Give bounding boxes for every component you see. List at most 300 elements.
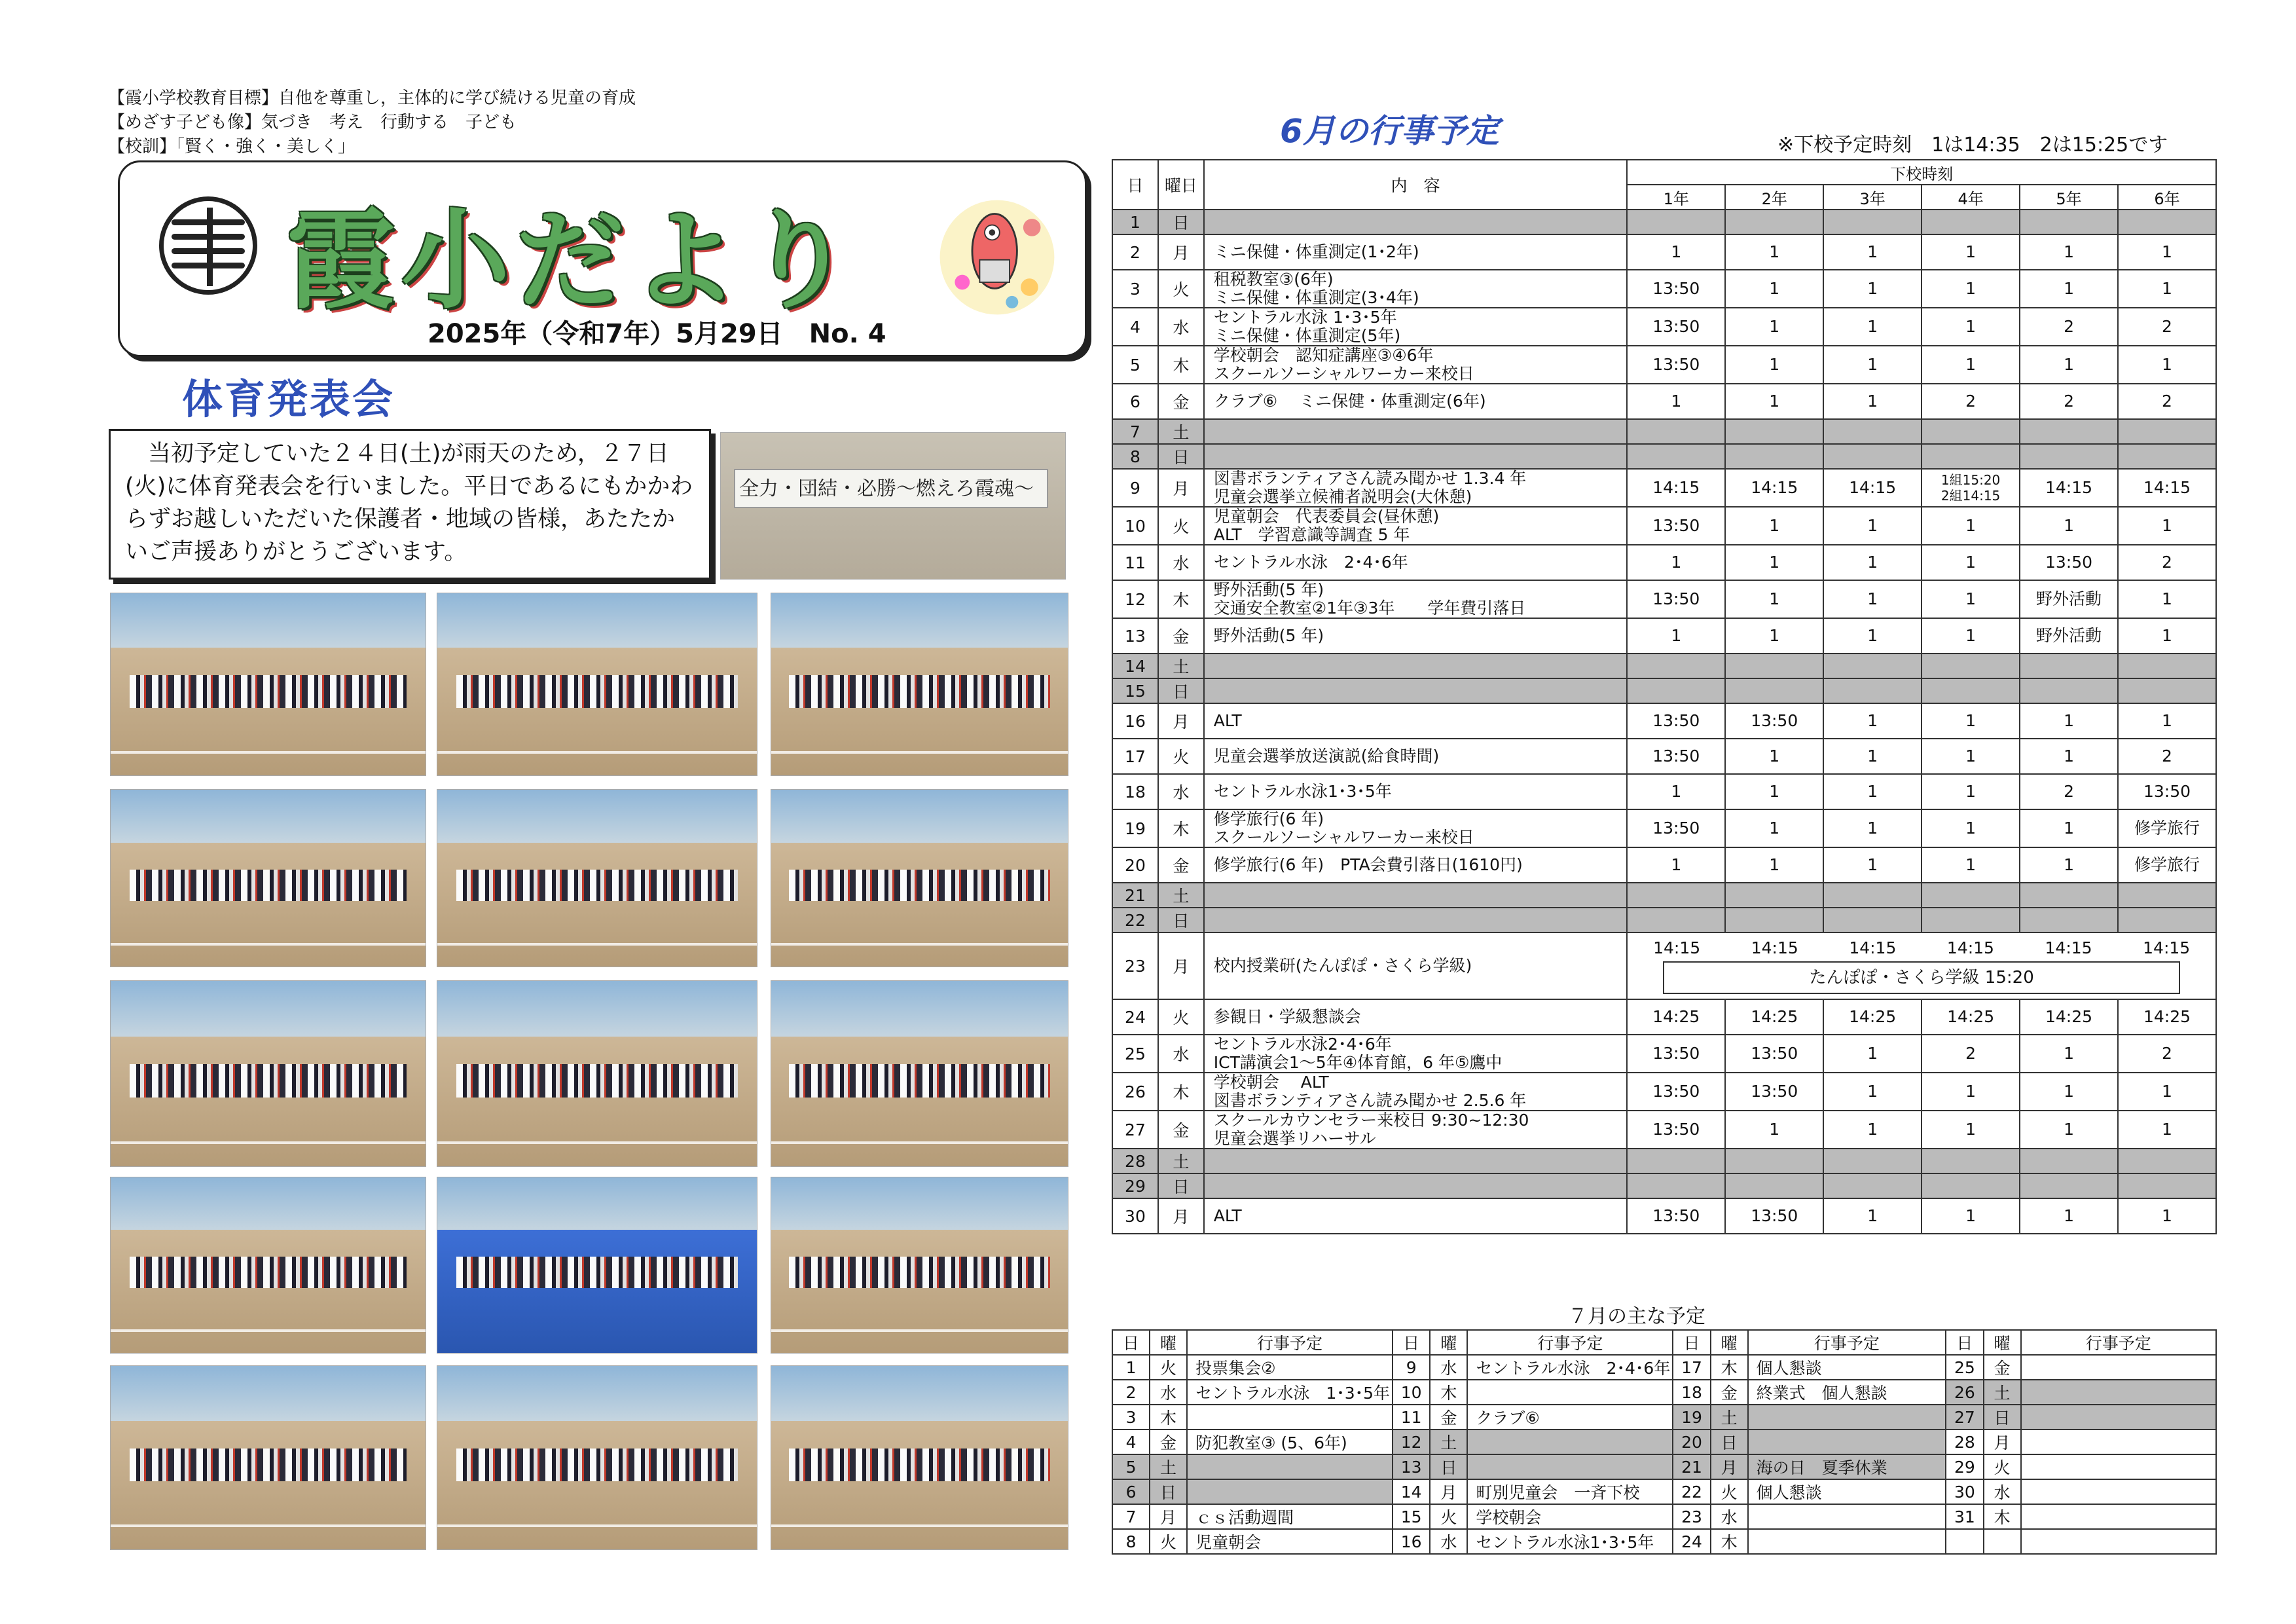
row-weekday: 月 <box>1158 703 1204 739</box>
july-weekday: 木 <box>1150 1405 1187 1430</box>
july-event <box>1748 1529 1946 1554</box>
row-dismissal-time: 13:50 <box>1627 580 1725 618</box>
row-event: 図書ボランティアさん読み聞かせ 1.3.4 年 児童会選挙立候補者説明会(大休憩) <box>1204 469 1628 507</box>
row-dismissal-time: 14:15 <box>1946 938 1994 957</box>
row-event <box>1204 908 1628 932</box>
event-photo <box>437 789 757 967</box>
row-dismissal-time: 1 <box>1725 580 1823 618</box>
july-day: 4 <box>1112 1430 1150 1454</box>
row-day: 30 <box>1112 1198 1158 1234</box>
row-dismissal-time: 1 <box>1922 809 2020 847</box>
row-dismissal-time <box>2020 654 2118 678</box>
july-event <box>2021 1405 2216 1430</box>
row-dismissal-time <box>1725 210 1823 234</box>
july-weekday: 月 <box>1150 1504 1187 1529</box>
event-photo <box>771 789 1068 967</box>
row-dismissal-time <box>1627 419 1725 444</box>
row-day: 14 <box>1112 654 1158 678</box>
row-event: 修学旅行(6 年) PTA会費引落日(1610円) <box>1204 847 1628 883</box>
row-dismissal-time: 2 <box>2118 739 2216 774</box>
event-photo <box>771 1177 1068 1354</box>
row-event <box>1204 444 1628 469</box>
schedule-row <box>1112 210 2216 234</box>
july-weekday: 火 <box>1984 1454 2021 1479</box>
row-dismissal-time: 1 <box>1922 1111 2020 1149</box>
july-day: 14 <box>1393 1479 1430 1504</box>
row-event: ALT <box>1204 1198 1628 1234</box>
row-dismissal-time <box>2118 883 2216 908</box>
row-dismissal-group <box>1627 932 2216 999</box>
row-dismissal-time: 1 <box>1725 545 1823 580</box>
school-crest-icon <box>159 196 257 295</box>
july-weekday: 金 <box>1430 1405 1467 1430</box>
row-dismissal-time: 1 <box>1922 270 2020 308</box>
row-dismissal-time <box>1922 419 2020 444</box>
row-dismissal-time <box>1823 210 1922 234</box>
row-dismissal-time: 14:15 <box>1725 469 1823 507</box>
july-header-cell: 行事予定 <box>1748 1330 1946 1355</box>
row-dismissal-time <box>1922 1149 2020 1173</box>
row-dismissal-time <box>2020 210 2118 234</box>
july-weekday: 金 <box>1711 1380 1748 1405</box>
schedule-row <box>1112 883 2216 908</box>
photo-school-building-banner <box>720 432 1066 580</box>
row-dismissal-time: 1 <box>2118 1198 2216 1234</box>
row-weekday: 金 <box>1158 1111 1204 1149</box>
july-day: 18 <box>1673 1380 1710 1405</box>
header-grade: 3年 <box>1823 185 1922 210</box>
event-photo <box>771 980 1068 1167</box>
row-dismissal-time: 1 <box>1725 1111 1823 1149</box>
july-event <box>1748 1430 1946 1454</box>
july-weekday: 水 <box>1711 1504 1748 1529</box>
schedule-row <box>1112 774 2216 809</box>
july-weekday: 火 <box>1430 1504 1467 1529</box>
row-dismissal-time: 1 <box>1725 234 1823 270</box>
row-dismissal-time: 1 <box>1627 545 1725 580</box>
row-dismissal-time <box>1725 908 1823 932</box>
july-header-cell: 曜 <box>1711 1330 1748 1355</box>
newsletter-title: 霞小だより <box>287 198 860 323</box>
schedule-row <box>1112 507 2216 545</box>
article-body: 当初予定していた２４日(土)が雨天のため，２７日(火)に体育発表会を行いました。平日であるにもかかわらずお越しいただいた保護者・地域の皆様，あたたかいご声援ありがとうございます。 <box>109 429 711 580</box>
row-dismissal-time: 野外活動 <box>2020 580 2118 618</box>
row-dismissal-time <box>2020 444 2118 469</box>
row-dismissal-time <box>1922 444 2020 469</box>
row-dismissal-time: 14:15 <box>1751 938 1798 957</box>
july-header-cell: 行事予定 <box>2021 1330 2216 1355</box>
schedule-row <box>1112 703 2216 739</box>
july-event: 個人懇談 <box>1748 1355 1946 1380</box>
schedule-row <box>1112 739 2216 774</box>
july-event <box>1467 1380 1673 1405</box>
header-day: 日 <box>1112 160 1158 210</box>
row-dismissal-time <box>1725 1173 1823 1198</box>
row-event: 校内授業研(たんぽぽ・さくら学級) <box>1204 932 1628 999</box>
row-dismissal-time: 1 <box>2118 618 2216 654</box>
july-header-cell: 行事予定 <box>1467 1330 1673 1355</box>
row-weekday: 金 <box>1158 384 1204 419</box>
row-dismissal-time: 2 <box>2020 774 2118 809</box>
row-dismissal-time: 1 <box>1823 703 1922 739</box>
row-dismissal-time: 2 <box>2118 1035 2216 1073</box>
row-dismissal-time <box>2020 419 2118 444</box>
july-day: 31 <box>1946 1504 1983 1529</box>
july-row <box>1112 1454 2216 1479</box>
schedule-row <box>1112 1149 2216 1173</box>
row-dismissal-time: 1 <box>1627 234 1725 270</box>
july-row <box>1112 1529 2216 1554</box>
row-dismissal-time: 1 <box>1725 507 1823 545</box>
row-dismissal-time: 13:50 <box>1627 270 1725 308</box>
july-event <box>1467 1430 1673 1454</box>
row-dismissal-time: 1 <box>2118 270 2216 308</box>
row-dismissal-time: 14:15 <box>2020 469 2118 507</box>
row-dismissal-time <box>1725 419 1823 444</box>
event-photo <box>110 789 426 967</box>
row-dismissal-time: 2 <box>2020 384 2118 419</box>
schedule-row <box>1112 618 2216 654</box>
july-day: 22 <box>1673 1479 1710 1504</box>
row-dismissal-time <box>1922 654 2020 678</box>
row-day: 26 <box>1112 1073 1158 1111</box>
schedule-row <box>1112 678 2216 703</box>
special-class-dismissal: たんぽぽ・さくら学級 15:20 <box>1663 961 2180 994</box>
july-day: 6 <box>1112 1479 1150 1504</box>
row-weekday: 日 <box>1158 210 1204 234</box>
row-dismissal-time: 1 <box>1823 618 1922 654</box>
july-weekday: 水 <box>1150 1380 1187 1405</box>
row-dismissal-time: 1 <box>1922 774 2020 809</box>
row-dismissal-time <box>1922 678 2020 703</box>
row-dismissal-time <box>2118 1149 2216 1173</box>
row-event <box>1204 654 1628 678</box>
event-photo <box>437 1365 757 1550</box>
july-event <box>2021 1529 2216 1554</box>
july-weekday: 水 <box>1430 1355 1467 1380</box>
row-event: セントラル水泳 2･4･6年 <box>1204 545 1628 580</box>
row-event <box>1204 1149 1628 1173</box>
schedule-row <box>1112 580 2216 618</box>
row-dismissal-time: 1 <box>1823 308 1922 346</box>
row-dismissal-time <box>1725 678 1823 703</box>
row-weekday: 火 <box>1158 739 1204 774</box>
july-weekday <box>1984 1529 2021 1554</box>
row-weekday: 水 <box>1158 774 1204 809</box>
event-photo <box>437 593 757 776</box>
row-dismissal-time: 1 <box>1823 1198 1922 1234</box>
schedule-row <box>1112 847 2216 883</box>
row-event: ミニ保健・体重測定(1･2年) <box>1204 234 1628 270</box>
row-day: 18 <box>1112 774 1158 809</box>
july-weekday: 木 <box>1430 1380 1467 1405</box>
row-weekday: 土 <box>1158 654 1204 678</box>
row-dismissal-time: 13:50 <box>1627 1198 1725 1234</box>
schedule-row <box>1112 308 2216 346</box>
row-dismissal-time <box>1823 654 1922 678</box>
row-event: 野外活動(5 年) 交通安全教室②1年③3年 学年費引落日 <box>1204 580 1628 618</box>
july-schedule-table <box>1112 1329 2217 1555</box>
july-day: 3 <box>1112 1405 1150 1430</box>
header-weekday: 曜日 <box>1158 160 1204 210</box>
schedule-row <box>1112 1073 2216 1111</box>
row-weekday: 月 <box>1158 469 1204 507</box>
july-weekday: 火 <box>1150 1529 1187 1554</box>
row-dismissal-time: 1 <box>2020 234 2118 270</box>
motto-school-precept: 【校訓】「賢く・強く・美しく」 <box>108 137 355 157</box>
row-dismissal-time: 13:50 <box>1725 1073 1823 1111</box>
article-title: 体育発表会 <box>182 375 395 423</box>
row-dismissal-time: 1 <box>1922 739 2020 774</box>
header-grade: 1年 <box>1627 185 1725 210</box>
schedule-row <box>1112 654 2216 678</box>
row-dismissal-time <box>1627 883 1725 908</box>
event-photo <box>771 593 1068 776</box>
july-event: セントラル水泳 2･4･6年 <box>1467 1355 1673 1380</box>
july-event: 児童朝会 <box>1187 1529 1393 1554</box>
row-dismissal-time: 1組15:20 2組14:15 <box>1922 469 2020 507</box>
schedule-row <box>1112 469 2216 507</box>
row-dismissal-time: 1 <box>2020 270 2118 308</box>
row-weekday: 水 <box>1158 545 1204 580</box>
row-dismissal-time: 14:15 <box>1823 469 1922 507</box>
event-photo <box>110 593 426 776</box>
row-dismissal-time: 1 <box>2020 1111 2118 1149</box>
row-dismissal-time: 1 <box>1725 847 1823 883</box>
row-weekday: 日 <box>1158 1173 1204 1198</box>
row-day: 1 <box>1112 210 1158 234</box>
schedule-row <box>1112 346 2216 384</box>
row-dismissal-time: 1 <box>2020 703 2118 739</box>
july-day: 19 <box>1673 1405 1710 1430</box>
row-dismissal-time: 1 <box>1725 270 1823 308</box>
row-day: 7 <box>1112 419 1158 444</box>
row-dismissal-time: 13:50 <box>1725 1198 1823 1234</box>
schedule-row <box>1112 999 2216 1035</box>
july-weekday: 土 <box>1711 1405 1748 1430</box>
row-dismissal-time: 1 <box>1823 270 1922 308</box>
row-dismissal-time: 1 <box>2118 234 2216 270</box>
july-event: 町別児童会 一斉下校 <box>1467 1479 1673 1504</box>
row-dismissal-time: 1 <box>1823 847 1922 883</box>
row-dismissal-time: 13:50 <box>2020 545 2118 580</box>
july-row <box>1112 1430 2216 1454</box>
row-dismissal-time: 1 <box>1823 1035 1922 1073</box>
event-photo <box>437 1177 757 1354</box>
event-photo <box>437 980 757 1167</box>
july-weekday: 水 <box>1984 1479 2021 1504</box>
row-day: 24 <box>1112 999 1158 1035</box>
row-day: 10 <box>1112 507 1158 545</box>
schedule-row <box>1112 419 2216 444</box>
july-event <box>2021 1380 2216 1405</box>
row-weekday: 日 <box>1158 908 1204 932</box>
row-dismissal-time: 14:25 <box>2118 999 2216 1035</box>
row-dismissal-time <box>2118 654 2216 678</box>
row-weekday: 土 <box>1158 419 1204 444</box>
july-header-cell: 日 <box>1946 1330 1983 1355</box>
row-dismissal-time <box>1823 1149 1922 1173</box>
july-day: 12 <box>1393 1430 1430 1454</box>
row-dismissal-time: 14:25 <box>1922 999 2020 1035</box>
july-event: セントラル水泳1･3･5年 <box>1467 1529 1673 1554</box>
july-day: 21 <box>1673 1454 1710 1479</box>
dismissal-time-note: ※下校予定時刻 1は14:35 2は15:25です <box>1777 134 2168 157</box>
header-grade: 4年 <box>1922 185 2020 210</box>
row-dismissal-time: 14:25 <box>1725 999 1823 1035</box>
motto-ideal-child: 【めざす子ども像】気づき 考え 行動する 子ども <box>108 113 517 132</box>
row-dismissal-time <box>1922 210 2020 234</box>
june-schedule-table <box>1112 159 2217 1234</box>
row-day: 15 <box>1112 678 1158 703</box>
july-day: 26 <box>1946 1380 1983 1405</box>
row-dismissal-time <box>1627 1173 1725 1198</box>
row-dismissal-time: 1 <box>1627 774 1725 809</box>
row-dismissal-time: 1 <box>2118 507 2216 545</box>
schedule-row <box>1112 932 2216 999</box>
july-header-cell: 行事予定 <box>1187 1330 1393 1355</box>
row-dismissal-time: 1 <box>1823 809 1922 847</box>
row-event: 児童朝会 代表委員会(昼休憩) ALT 学習意識等調査 5 年 <box>1204 507 1628 545</box>
row-event <box>1204 883 1628 908</box>
row-event: 学校朝会 ALT 図書ボランティアさん読み聞かせ 2.5.6 年 <box>1204 1073 1628 1111</box>
july-event <box>2021 1479 2216 1504</box>
row-weekday: 木 <box>1158 809 1204 847</box>
row-day: 11 <box>1112 545 1158 580</box>
row-dismissal-time: 1 <box>1725 346 1823 384</box>
row-dismissal-time: 2 <box>2118 384 2216 419</box>
row-event <box>1204 419 1628 444</box>
july-day: 27 <box>1946 1405 1983 1430</box>
row-dismissal-time <box>1823 908 1922 932</box>
july-day: 8 <box>1112 1529 1150 1554</box>
row-dismissal-time: 13:50 <box>1725 1035 1823 1073</box>
row-weekday: 水 <box>1158 1035 1204 1073</box>
july-day: 20 <box>1673 1430 1710 1454</box>
row-weekday: 木 <box>1158 580 1204 618</box>
row-dismissal-time <box>2118 210 2216 234</box>
row-dismissal-time <box>2020 678 2118 703</box>
event-photo <box>110 1365 426 1550</box>
row-dismissal-time <box>2118 1173 2216 1198</box>
row-dismissal-time: 2 <box>2118 308 2216 346</box>
row-dismissal-time <box>2118 678 2216 703</box>
july-event: 海の日 夏季休業 <box>1748 1454 1946 1479</box>
row-dismissal-time: 1 <box>1627 384 1725 419</box>
schedule-row <box>1112 809 2216 847</box>
header-dismissal: 下校時刻 <box>1627 160 2216 185</box>
july-weekday: 月 <box>1984 1430 2021 1454</box>
row-dismissal-time: 13:50 <box>1627 809 1725 847</box>
july-event: クラブ⑥ <box>1467 1405 1673 1430</box>
row-dismissal-time: 1 <box>1922 618 2020 654</box>
row-day: 28 <box>1112 1149 1158 1173</box>
row-dismissal-time <box>2118 908 2216 932</box>
header-grade: 6年 <box>2118 185 2216 210</box>
row-dismissal-time: 1 <box>1823 234 1922 270</box>
july-day: 30 <box>1946 1479 1983 1504</box>
row-dismissal-time: 1 <box>2020 1073 2118 1111</box>
row-weekday: 月 <box>1158 234 1204 270</box>
row-dismissal-time <box>1823 883 1922 908</box>
row-day: 5 <box>1112 346 1158 384</box>
row-dismissal-time <box>2020 908 2118 932</box>
row-dismissal-time <box>1922 883 2020 908</box>
row-dismissal-time <box>1627 210 1725 234</box>
row-dismissal-time: 2 <box>2118 545 2216 580</box>
row-dismissal-time <box>2118 419 2216 444</box>
july-weekday: 金 <box>1150 1430 1187 1454</box>
july-weekday: 木 <box>1711 1355 1748 1380</box>
row-weekday: 水 <box>1158 308 1204 346</box>
row-event: ALT <box>1204 703 1628 739</box>
row-dismissal-time: 14:25 <box>1823 999 1922 1035</box>
row-weekday: 木 <box>1158 1073 1204 1111</box>
july-header-cell: 日 <box>1112 1330 1150 1355</box>
row-dismissal-time: 1 <box>1922 703 2020 739</box>
row-dismissal-time <box>1627 678 1725 703</box>
row-day: 25 <box>1112 1035 1158 1073</box>
row-dismissal-time: 2 <box>1922 1035 2020 1073</box>
july-day: 2 <box>1112 1380 1150 1405</box>
july-event <box>1187 1479 1393 1504</box>
row-weekday: 金 <box>1158 618 1204 654</box>
row-dismissal-time <box>1823 1173 1922 1198</box>
row-dismissal-time: 1 <box>1823 1073 1922 1111</box>
motto-goal: 【霞小学校教育目標】自他を尊重し，主体的に学び続ける児童の育成 <box>108 88 636 108</box>
row-dismissal-time <box>1922 908 2020 932</box>
row-weekday: 日 <box>1158 444 1204 469</box>
july-event <box>1187 1405 1393 1430</box>
row-dismissal-time: 1 <box>2118 1111 2216 1149</box>
masthead <box>118 160 1087 357</box>
row-dismissal-time: 1 <box>1922 847 2020 883</box>
row-dismissal-time <box>1627 908 1725 932</box>
row-dismissal-time <box>1725 883 1823 908</box>
row-dismissal-time <box>2020 1149 2118 1173</box>
july-weekday: 日 <box>1984 1405 2021 1430</box>
july-day: 23 <box>1673 1504 1710 1529</box>
july-weekday: 金 <box>1984 1355 2021 1380</box>
row-weekday: 土 <box>1158 1149 1204 1173</box>
row-day: 27 <box>1112 1111 1158 1149</box>
row-dismissal-time: 1 <box>1823 1111 1922 1149</box>
row-dismissal-time: 1 <box>2118 703 2216 739</box>
row-event: 租税教室③(6年) ミニ保健・体重測定(3･4年) <box>1204 270 1628 308</box>
schedule-row <box>1112 384 2216 419</box>
row-dismissal-time: 1 <box>1725 739 1823 774</box>
row-dismissal-time: 14:25 <box>1627 999 1725 1035</box>
row-dismissal-time: 野外活動 <box>2020 618 2118 654</box>
row-weekday: 火 <box>1158 507 1204 545</box>
row-weekday: 火 <box>1158 999 1204 1035</box>
row-event <box>1204 678 1628 703</box>
row-dismissal-time: 1 <box>2118 580 2216 618</box>
row-dismissal-time: 1 <box>2020 739 2118 774</box>
row-dismissal-time: 14:15 <box>1627 469 1725 507</box>
row-dismissal-time: 1 <box>1823 739 1922 774</box>
row-day: 16 <box>1112 703 1158 739</box>
july-weekday: 水 <box>1430 1529 1467 1554</box>
row-dismissal-time <box>1823 419 1922 444</box>
row-dismissal-time: 2 <box>1922 384 2020 419</box>
banner-slogan: 全力・団結・必勝〜燃えろ霞魂〜 <box>739 477 1034 500</box>
row-dismissal-time: 1 <box>2020 507 2118 545</box>
july-day: 15 <box>1393 1504 1430 1529</box>
july-row <box>1112 1380 2216 1405</box>
july-event <box>1187 1454 1393 1479</box>
july-day: 24 <box>1673 1529 1710 1554</box>
